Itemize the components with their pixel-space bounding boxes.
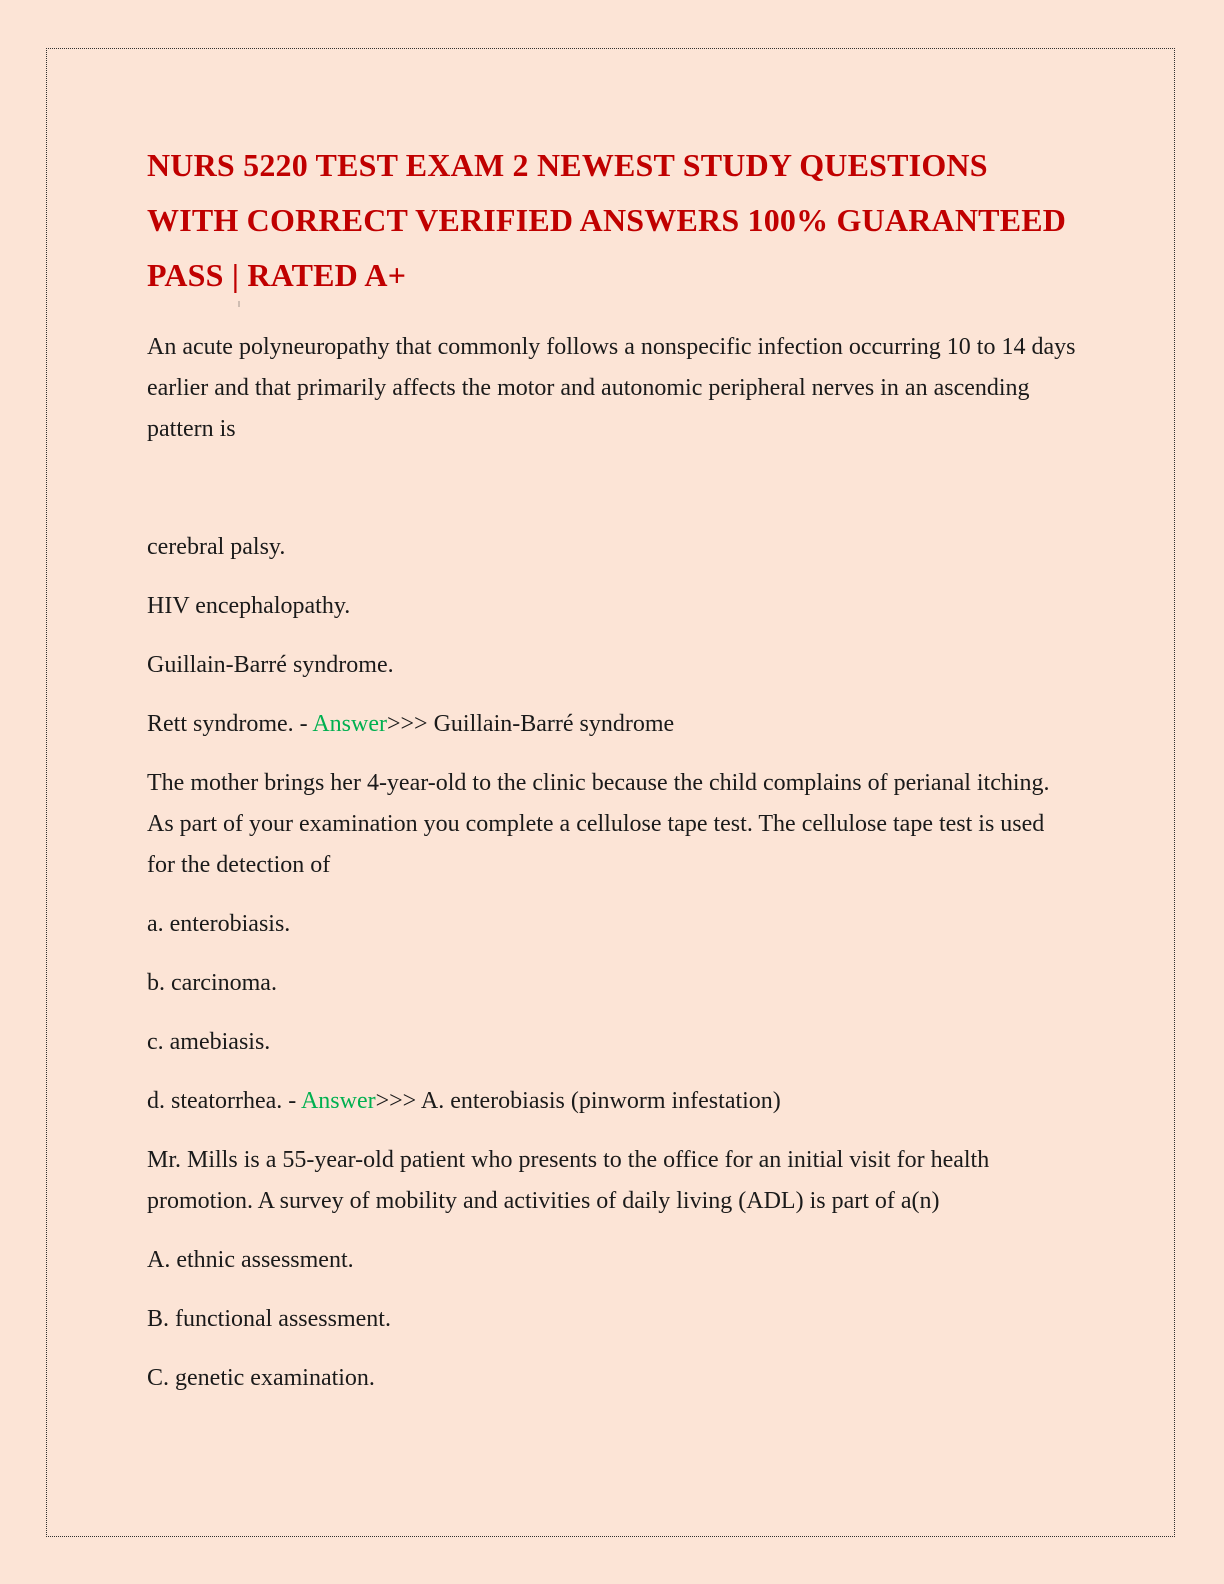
question2-answer-label: Answer bbox=[300, 1088, 376, 1114]
question1-option-a: cerebral palsy. bbox=[147, 534, 286, 560]
question3-option-b: B. functional assessment. bbox=[147, 1306, 391, 1332]
stray-mark bbox=[238, 301, 240, 307]
question2-option-c: c. amebiasis. bbox=[147, 1029, 271, 1055]
question2-option-a: a. enterobiasis. bbox=[147, 911, 291, 937]
question3-prompt: Mr. Mills is a 55-year-old patient who presents to the office for an initial visit for health promotion. A survey of mobility and activities of daily living (ADL) is part of a(n) bbox=[147, 1147, 990, 1214]
question3-option-c: C. genetic examination. bbox=[147, 1365, 375, 1391]
question1-answer-label: Answer bbox=[312, 711, 387, 737]
question1-option-d: Rett syndrome. - bbox=[147, 711, 313, 737]
question2-prompt: The mother brings her 4-year-old to the clinic because the child complains of perianal itching. As part of your examination you complete a cellulose tape test. The cellulose tape test is used for the detection of bbox=[147, 770, 1050, 878]
blank-line bbox=[147, 468, 1076, 509]
page-border-frame bbox=[46, 48, 1175, 1537]
question2-option-d: d. steatorrhea. - bbox=[147, 1088, 301, 1114]
question3-option-a: A. ethnic assessment. bbox=[147, 1247, 354, 1273]
question2-answer-text: >>> A. enterobiasis (pinworm infestation) bbox=[375, 1088, 781, 1114]
question1-option-c: Guillain-Barré syndrome. bbox=[147, 652, 394, 678]
question1-option-b: HIV encephalopathy. bbox=[147, 593, 351, 619]
question1-answer-text: >>> Guillain-Barré syndrome bbox=[386, 711, 675, 737]
question1-prompt: An acute polyneuropathy that commonly follows a nonspecific infection occurring 10 to 14 days earlier and that primarily affects the motor and autonomic peripheral nerves in an ascending pattern is bbox=[147, 334, 1076, 442]
question2-option-b: b. carcinoma. bbox=[147, 970, 277, 996]
question2-answer-line bbox=[147, 1081, 1076, 1122]
page-content bbox=[47, 49, 1176, 1399]
question1-answer-line bbox=[147, 704, 1076, 745]
document-title: NURS 5220 TEST EXAM 2 NEWEST STUDY QUESTIONS WITH CORRECT VERIFIED ANSWERS 100% GUARANTEED PASS | RATED A+ bbox=[147, 147, 1067, 293]
